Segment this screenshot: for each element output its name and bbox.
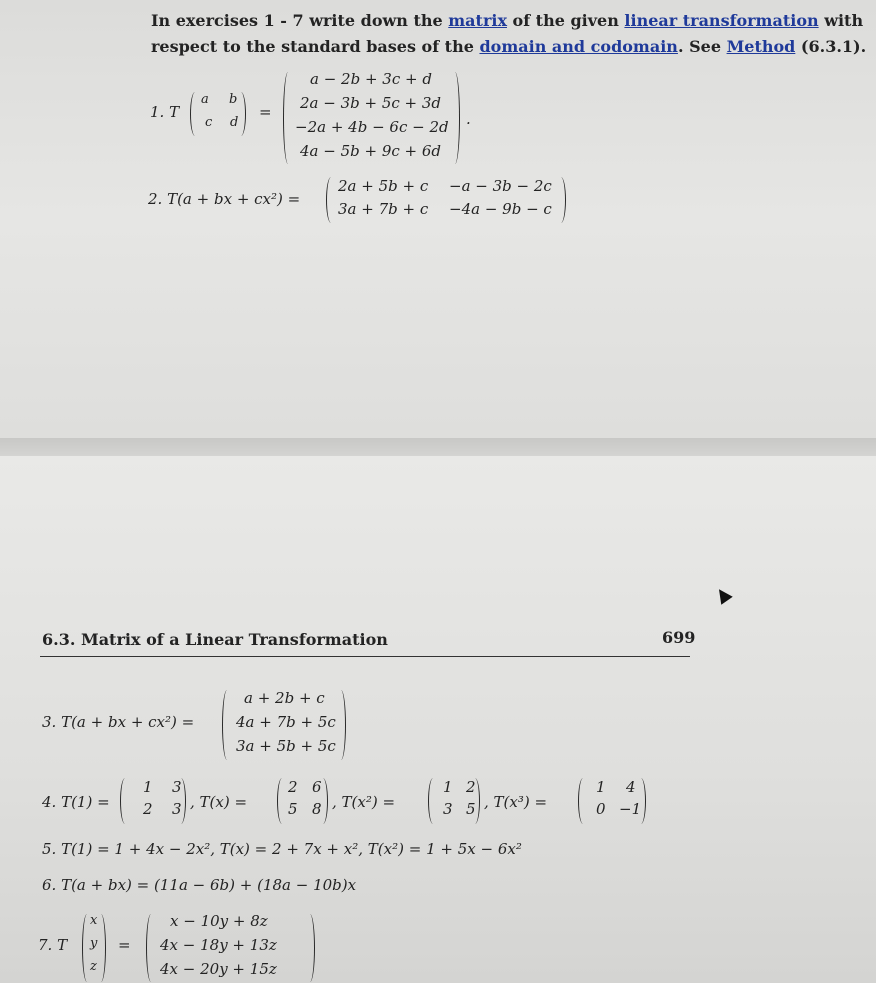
ex3-row-2: 4a + 7b + 5c bbox=[236, 713, 336, 731]
ex1-label: 1. T bbox=[150, 103, 180, 121]
ex4-m2-left-paren bbox=[277, 778, 287, 824]
ex4-label-2: , T(x) = bbox=[190, 793, 248, 811]
intro-text-5: . See bbox=[677, 37, 727, 56]
ex3-row-1: a + 2b + c bbox=[244, 689, 325, 707]
exercise-5: 5. T(1) = 1 + 4x − 2x², T(x) = 2 + 7x + x², T(x²) = 1 + 5x − 6x² bbox=[42, 840, 522, 858]
ex4-m4-12: 4 bbox=[626, 778, 636, 796]
ex1-in-a: a bbox=[201, 92, 209, 107]
ex7-row-3: 4x − 20y + 15z bbox=[160, 960, 277, 978]
ex4-label-3: , T(x²) = bbox=[332, 793, 396, 811]
ex2-left-paren bbox=[326, 177, 336, 223]
ex4-m3-22: 5 bbox=[466, 800, 476, 818]
ex4-m1-11: 1 bbox=[143, 778, 153, 796]
ex4-m4-22: −1 bbox=[619, 800, 642, 818]
intro-line-1 bbox=[151, 9, 863, 33]
ex3-row-3: 3a + 5b + 5c bbox=[236, 737, 336, 755]
ex1-out-right-paren bbox=[450, 72, 460, 164]
ex4-m1-21: 2 bbox=[143, 800, 153, 818]
ex3-right-paren bbox=[336, 690, 346, 760]
ex4-m1-left-paren bbox=[120, 778, 130, 824]
ex1-row-1: a − 2b + 3c + d bbox=[310, 70, 432, 88]
ex7-in-z: z bbox=[90, 959, 97, 974]
ex4-m2-11: 2 bbox=[288, 778, 298, 796]
ex4-m1-right-paren bbox=[176, 778, 186, 824]
ex4-m2-21: 5 bbox=[288, 800, 298, 818]
ex7-in-x: x bbox=[90, 913, 98, 928]
ex1-in-b: b bbox=[229, 92, 238, 107]
ex7-out-left-paren bbox=[146, 914, 156, 982]
ex7-equals: = bbox=[118, 936, 131, 954]
ex1-in-left-paren bbox=[190, 92, 200, 136]
ex7-row-1: x − 10y + 8z bbox=[170, 912, 268, 930]
method-link[interactable]: Method bbox=[726, 37, 796, 56]
intro-text-3: with bbox=[818, 11, 864, 30]
ex2-cell-22: −4a − 9b − c bbox=[449, 200, 552, 218]
page-gap bbox=[0, 438, 876, 456]
ex4-m1-12: 3 bbox=[172, 778, 182, 796]
upper-page bbox=[0, 0, 876, 438]
ex2-right-paren bbox=[556, 177, 566, 223]
section-title: 6.3. Matrix of a Linear Transformation bbox=[42, 630, 388, 649]
ex4-label-4: , T(x³) = bbox=[484, 793, 548, 811]
ex3-left-paren bbox=[222, 690, 232, 760]
ex7-in-right-paren bbox=[96, 914, 106, 982]
ex1-in-d: d bbox=[230, 115, 239, 130]
ex4-m3-21: 3 bbox=[443, 800, 453, 818]
ex1-row-3: −2a + 4b − 6c − 2d bbox=[295, 118, 449, 136]
ex2-label: 2. T(a + bx + cx²) = bbox=[148, 190, 301, 208]
intro-line-2 bbox=[151, 35, 866, 59]
intro-text-6: (6.3.1). bbox=[795, 37, 867, 56]
ex4-m4-right-paren bbox=[636, 778, 646, 824]
ex3-label: 3. T(a + bx + cx²) = bbox=[42, 713, 195, 731]
ex2-cell-21: 3a + 7b + c bbox=[338, 200, 429, 218]
ex4-m3-12: 2 bbox=[466, 778, 476, 796]
ex4-m3-right-paren bbox=[470, 778, 480, 824]
ex1-in-right-paren bbox=[236, 92, 246, 136]
ex4-m2-22: 8 bbox=[312, 800, 322, 818]
ex4-m3-left-paren bbox=[428, 778, 438, 824]
ex4-m2-12: 6 bbox=[312, 778, 322, 796]
ex1-period: . bbox=[466, 110, 471, 128]
intro-text-1: In exercises 1 - 7 write down the bbox=[151, 11, 449, 30]
ex1-equals: = bbox=[259, 103, 272, 121]
ex4-m2-right-paren bbox=[318, 778, 328, 824]
ex7-label: 7. T bbox=[38, 936, 68, 954]
ex7-out-right-paren bbox=[305, 914, 315, 982]
page-number: 699 bbox=[662, 628, 696, 647]
ex1-row-4: 4a − 5b + 9c + 6d bbox=[300, 142, 442, 160]
exercise-6: 6. T(a + bx) = (11a − 6b) + (18a − 10b)x bbox=[42, 876, 357, 894]
ex7-row-2: 4x − 18y + 13z bbox=[160, 936, 277, 954]
ex4-m4-11: 1 bbox=[596, 778, 606, 796]
ex4-label-1: 4. T(1) = bbox=[42, 793, 110, 811]
intro-text-2: of the given bbox=[506, 11, 625, 30]
ex1-row-2: 2a − 3b + 5c + 3d bbox=[300, 94, 442, 112]
header-rule bbox=[40, 656, 690, 657]
ex4-m3-11: 1 bbox=[443, 778, 453, 796]
ex1-in-c: c bbox=[205, 115, 213, 130]
ex2-cell-11: 2a + 5b + c bbox=[338, 177, 429, 195]
intro-text-4: respect to the standard bases of the bbox=[151, 37, 480, 56]
ex7-in-y: y bbox=[90, 936, 98, 951]
ex2-cell-12: −a − 3b − 2c bbox=[449, 177, 552, 195]
ex4-m1-22: 3 bbox=[172, 800, 182, 818]
ex1-out-left-paren bbox=[283, 72, 293, 164]
domain-codomain-link[interactable]: domain and codomain bbox=[479, 37, 678, 56]
linear-transformation-link[interactable]: linear transformation bbox=[624, 11, 819, 30]
matrix-link[interactable]: matrix bbox=[448, 11, 507, 30]
ex4-m4-21: 0 bbox=[596, 800, 606, 818]
ex4-m4-left-paren bbox=[578, 778, 588, 824]
